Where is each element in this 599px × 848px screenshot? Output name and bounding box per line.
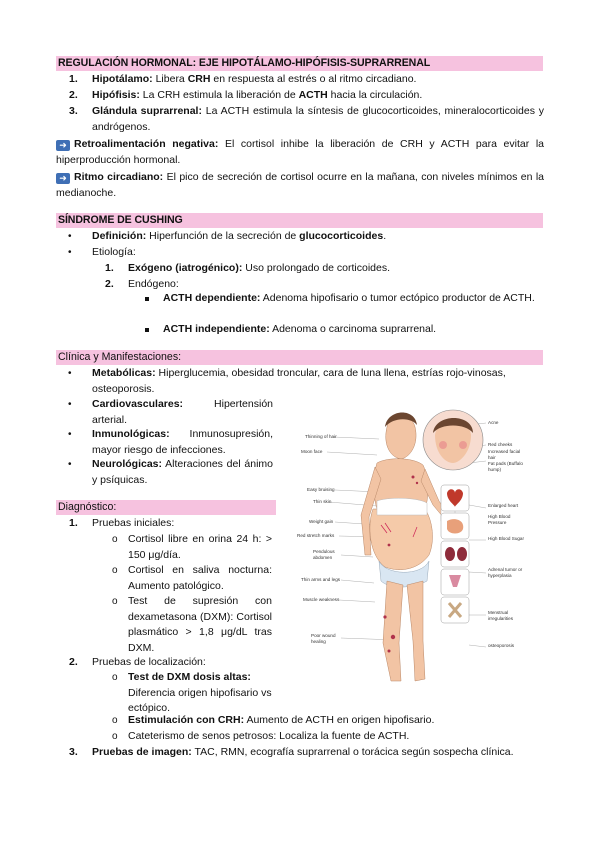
label-red-cheeks: Red cheeks — [488, 442, 513, 447]
test-dxm-altas: Test de DXM dosis altas: Diferencia origen hipofisario vs ectópico. — [128, 671, 272, 715]
section-header-cushing: SÍNDROME DE CUSHING — [56, 213, 543, 228]
bullet: • — [68, 368, 72, 379]
arrow-right-icon: ➜ — [56, 140, 70, 151]
bullet: • — [68, 459, 72, 470]
bullet: • — [68, 247, 72, 258]
square-bullet — [145, 297, 149, 301]
label-muscle-weakness: Muscle weakness — [303, 597, 340, 602]
cushing-illustration — [289, 405, 544, 690]
label-osteoporosis: osteoporosis — [488, 643, 515, 648]
pruebas-localizacion: Pruebas de localización: — [92, 656, 206, 668]
definicion-item: Definición: Hiperfunción de la secreción de glucocorticoides. — [92, 230, 387, 242]
list-item-suprarrenal: Glándula suprarrenal: La ACTH estimula la síntesis de glucocorticoides, mineralocorticoides y andrógenos. — [92, 105, 544, 133]
label-high-bp: High Blood Pressure — [488, 514, 511, 525]
section-header-diagnostico: Diagnóstico: — [56, 500, 276, 515]
label-wound-healing: Poor wound healing — [311, 633, 336, 644]
section-header-clinica: Clínica y Manifestaciones: — [56, 350, 543, 365]
label-fat-pads: Fat pads (Buffalo hump) — [488, 461, 523, 472]
label-moon-face: Moon face — [301, 449, 323, 454]
section-header-regulation: REGULACIÓN HORMONAL: EJE HIPOTÁLAMO-HIPÓFISIS-SUPRARRENAL — [56, 56, 543, 71]
label-thin-arms: Thin arms and legs — [301, 577, 341, 582]
exogeno-item: Exógeno (iatrogénico): Uso prolongado de corticoides. — [128, 262, 391, 274]
test-supresion: Test de supresión con dexametasona (DXM): Cortisol plasmático > 1,8 μg/dL tras DXM. — [128, 595, 272, 654]
cortisol-orina: Cortisol libre en orina 24 h: > 150 μg/día. — [128, 533, 272, 561]
inmunologicas-item: Inmunológicas: Inmunosupresión, mayor riesgo de infecciones. — [92, 428, 273, 456]
endogeno-item: Endógeno: — [128, 278, 179, 290]
circle-bullet: o — [112, 715, 118, 726]
organ-panels — [423, 410, 483, 623]
acth-independiente-item: ACTH independiente: Adenoma o carcinoma suprarrenal. — [163, 323, 437, 335]
list-number: 2. — [69, 656, 78, 668]
label-high-sugar: High Blood Sugar — [488, 536, 525, 541]
pruebas-iniciales: Pruebas iniciales: — [92, 517, 175, 529]
label-enlarged-heart: Enlarged heart — [488, 503, 519, 508]
list-number: 2. — [105, 278, 114, 290]
circle-bullet: o — [112, 596, 118, 607]
estimulacion-crh: Estimulación con CRH: Aumento de ACTH en origen hipofisario. — [128, 714, 435, 726]
label-menstrual: Menstrual irregularities — [488, 610, 514, 621]
circle-bullet: o — [112, 672, 118, 683]
metabolicas-item: Metabólicas: Hiperglucemia, obesidad troncular, cara de luna llena, estrías rojo-vinosas, osteoporosis. — [92, 367, 506, 395]
pruebas-imagen: Pruebas de imagen: TAC, RMN, ecografía suprarrenal o torácica según sospecha clínica. — [92, 746, 514, 758]
label-red-stretch: Red stretch marks — [297, 533, 335, 538]
cardiovasculares-item: Cardiovasculares: Hipertensión arterial. — [92, 398, 273, 426]
bullet: • — [68, 429, 72, 440]
list-number: 1. — [69, 73, 78, 85]
list-item-hipofisis: Hipófisis: La CRH estimula la liberación de ACTH hacia la circulación. — [92, 89, 423, 101]
paragraph-retroalimentacion: ➜ Retroalimentación negativa: El cortisol inhibe la liberación de CRH y ACTH para evitar la hiperproducción hormonal. — [56, 138, 544, 166]
bullet: • — [68, 231, 72, 242]
square-bullet — [145, 328, 149, 332]
circle-bullet: o — [112, 534, 118, 545]
cortisol-saliva: Cortisol en saliva nocturna: Aumento patológico. — [128, 564, 272, 592]
acth-dependiente-item: ACTH dependiente: Adenoma hipofisario o tumor ectópico productor de ACTH. — [163, 292, 535, 304]
label-thinning-hair: Thinning of hair — [305, 434, 337, 439]
bullet: • — [68, 399, 72, 410]
cateterismo: Cateterismo de senos petrosos: Localiza la fuente de ACTH. — [128, 730, 410, 742]
label-easy-bruising: Easy bruising — [307, 487, 335, 492]
list-number: 1. — [69, 517, 78, 529]
neurologicas-item: Neurológicas: Alteraciones del ánimo y psíquicas. — [92, 458, 273, 486]
circle-bullet: o — [112, 565, 118, 576]
list-number: 3. — [69, 105, 78, 117]
paragraph-ritmo: ➜ Ritmo circadiano: El pico de secreción de cortisol ocurre en la mañana, con niveles mínimos en la medianoche. — [56, 171, 544, 199]
label-thin-skin: Thin skin — [313, 499, 332, 504]
etiologia-item: Etiología: — [92, 246, 136, 258]
label-facial-hair: Increased facial hair — [488, 449, 521, 460]
list-number: 1. — [105, 262, 114, 274]
list-number: 3. — [69, 746, 78, 758]
label-weight-gain: Weight gain — [309, 519, 334, 524]
label-adrenal-tumor: Adrenal tumor or hyperplasia — [488, 567, 523, 578]
list-item-hipotalamo: Hipotálamo: Libera CRH en respuesta al estrés o al ritmo circadiano. — [92, 73, 417, 85]
label-acne: Acne — [488, 420, 499, 425]
list-number: 2. — [69, 89, 78, 101]
circle-bullet: o — [112, 731, 118, 742]
label-pendulous: Pendulous abdomen — [313, 549, 335, 560]
arrow-right-icon: ➜ — [56, 173, 70, 184]
